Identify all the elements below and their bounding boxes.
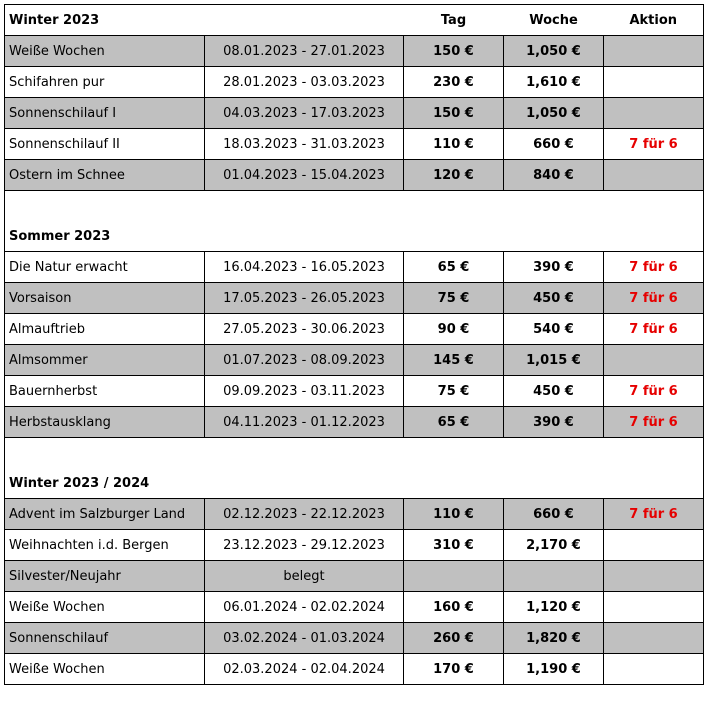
period-name: Almsommer — [5, 345, 205, 376]
price-woche: 660 € — [504, 129, 604, 160]
aktion-badge — [604, 561, 704, 592]
price-table — [4, 4, 704, 685]
aktion-badge: 7 für 6 — [604, 376, 704, 407]
period-dates: 01.07.2023 - 08.09.2023 — [205, 345, 404, 376]
table-row — [5, 530, 704, 561]
price-tag: 110 € — [404, 499, 504, 530]
price-woche: 1,050 € — [504, 36, 604, 67]
price-woche: 1,190 € — [504, 654, 604, 685]
price-woche: 540 € — [504, 314, 604, 345]
section-header-row — [5, 221, 704, 252]
aktion-badge: 7 für 6 — [604, 283, 704, 314]
period-name: Sonnenschilauf II — [5, 129, 205, 160]
table-row — [5, 407, 704, 438]
table-row — [5, 160, 704, 191]
period-name: Ostern im Schnee — [5, 160, 205, 191]
price-woche: 840 € — [504, 160, 604, 191]
period-dates: 17.05.2023 - 26.05.2023 — [205, 283, 404, 314]
table-row — [5, 67, 704, 98]
price-woche: 1,820 € — [504, 623, 604, 654]
period-dates: 06.01.2024 - 02.02.2024 — [205, 592, 404, 623]
period-name: Weihnachten i.d. Bergen — [5, 530, 205, 561]
section-title-sommer-2023: Sommer 2023 — [5, 221, 704, 252]
price-woche: 1,610 € — [504, 67, 604, 98]
table-row — [5, 36, 704, 67]
section-header-row — [5, 468, 704, 499]
period-dates: belegt — [205, 561, 404, 592]
price-woche: 660 € — [504, 499, 604, 530]
aktion-badge: 7 für 6 — [604, 407, 704, 438]
table-row — [5, 252, 704, 283]
table-header-row — [5, 5, 704, 36]
aktion-badge — [604, 592, 704, 623]
table-row — [5, 129, 704, 160]
aktion-badge: 7 für 6 — [604, 314, 704, 345]
column-header-tag: Tag — [404, 5, 504, 36]
table-row — [5, 98, 704, 129]
price-tag: 75 € — [404, 376, 504, 407]
period-name: Schifahren pur — [5, 67, 205, 98]
price-tag: 110 € — [404, 129, 504, 160]
price-tag: 170 € — [404, 654, 504, 685]
period-dates: 02.03.2024 - 02.04.2024 — [205, 654, 404, 685]
aktion-badge — [604, 623, 704, 654]
price-woche: 450 € — [504, 376, 604, 407]
period-name: Die Natur erwacht — [5, 252, 205, 283]
price-tag: 65 € — [404, 252, 504, 283]
period-dates: 28.01.2023 - 03.03.2023 — [205, 67, 404, 98]
period-name: Silvester/Neujahr — [5, 561, 205, 592]
aktion-badge — [604, 530, 704, 561]
section-spacer — [5, 438, 704, 469]
table-row — [5, 314, 704, 345]
column-header-woche: Woche — [504, 5, 604, 36]
period-name: Weiße Wochen — [5, 592, 205, 623]
period-dates: 16.04.2023 - 16.05.2023 — [205, 252, 404, 283]
price-tag: 65 € — [404, 407, 504, 438]
section-title-winter-2023-2024: Winter 2023 / 2024 — [5, 468, 704, 499]
period-name: Advent im Salzburger Land — [5, 499, 205, 530]
period-name: Weiße Wochen — [5, 654, 205, 685]
table-row — [5, 654, 704, 685]
price-woche: 390 € — [504, 407, 604, 438]
period-name: Sonnenschilauf — [5, 623, 205, 654]
section-title-winter-2023: Winter 2023 — [5, 5, 205, 36]
aktion-badge — [604, 160, 704, 191]
price-woche: 1,120 € — [504, 592, 604, 623]
price-woche: 390 € — [504, 252, 604, 283]
period-dates: 09.09.2023 - 03.11.2023 — [205, 376, 404, 407]
period-dates: 01.04.2023 - 15.04.2023 — [205, 160, 404, 191]
aktion-badge: 7 für 6 — [604, 129, 704, 160]
price-tag: 145 € — [404, 345, 504, 376]
period-name: Bauernherbst — [5, 376, 205, 407]
price-woche — [504, 561, 604, 592]
table-row — [5, 345, 704, 376]
price-tag — [404, 561, 504, 592]
period-dates: 03.02.2024 - 01.03.2024 — [205, 623, 404, 654]
period-name: Sonnenschilauf I — [5, 98, 205, 129]
aktion-badge: 7 für 6 — [604, 252, 704, 283]
aktion-badge — [604, 654, 704, 685]
table-row — [5, 376, 704, 407]
section-spacer — [5, 191, 704, 222]
table-row — [5, 592, 704, 623]
table-row — [5, 561, 704, 592]
price-tag: 150 € — [404, 98, 504, 129]
period-name: Almauftrieb — [5, 314, 205, 345]
table-row — [5, 623, 704, 654]
period-dates: 23.12.2023 - 29.12.2023 — [205, 530, 404, 561]
price-tag: 150 € — [404, 36, 504, 67]
period-name: Vorsaison — [5, 283, 205, 314]
period-dates: 04.03.2023 - 17.03.2023 — [205, 98, 404, 129]
period-dates: 27.05.2023 - 30.06.2023 — [205, 314, 404, 345]
table-row — [5, 499, 704, 530]
price-tag: 230 € — [404, 67, 504, 98]
aktion-badge — [604, 98, 704, 129]
price-tag: 260 € — [404, 623, 504, 654]
period-dates: 08.01.2023 - 27.01.2023 — [205, 36, 404, 67]
table-row — [5, 283, 704, 314]
aktion-badge — [604, 36, 704, 67]
period-name: Herbstausklang — [5, 407, 205, 438]
price-tag: 160 € — [404, 592, 504, 623]
price-tag: 90 € — [404, 314, 504, 345]
aktion-badge — [604, 67, 704, 98]
column-header-aktion: Aktion — [604, 5, 704, 36]
price-tag: 120 € — [404, 160, 504, 191]
price-woche: 1,050 € — [504, 98, 604, 129]
price-woche: 2,170 € — [504, 530, 604, 561]
period-dates: 04.11.2023 - 01.12.2023 — [205, 407, 404, 438]
period-name: Weiße Wochen — [5, 36, 205, 67]
aktion-badge — [604, 345, 704, 376]
price-woche: 1,015 € — [504, 345, 604, 376]
price-tag: 75 € — [404, 283, 504, 314]
period-dates: 18.03.2023 - 31.03.2023 — [205, 129, 404, 160]
price-tag: 310 € — [404, 530, 504, 561]
price-woche: 450 € — [504, 283, 604, 314]
period-dates: 02.12.2023 - 22.12.2023 — [205, 499, 404, 530]
aktion-badge: 7 für 6 — [604, 499, 704, 530]
